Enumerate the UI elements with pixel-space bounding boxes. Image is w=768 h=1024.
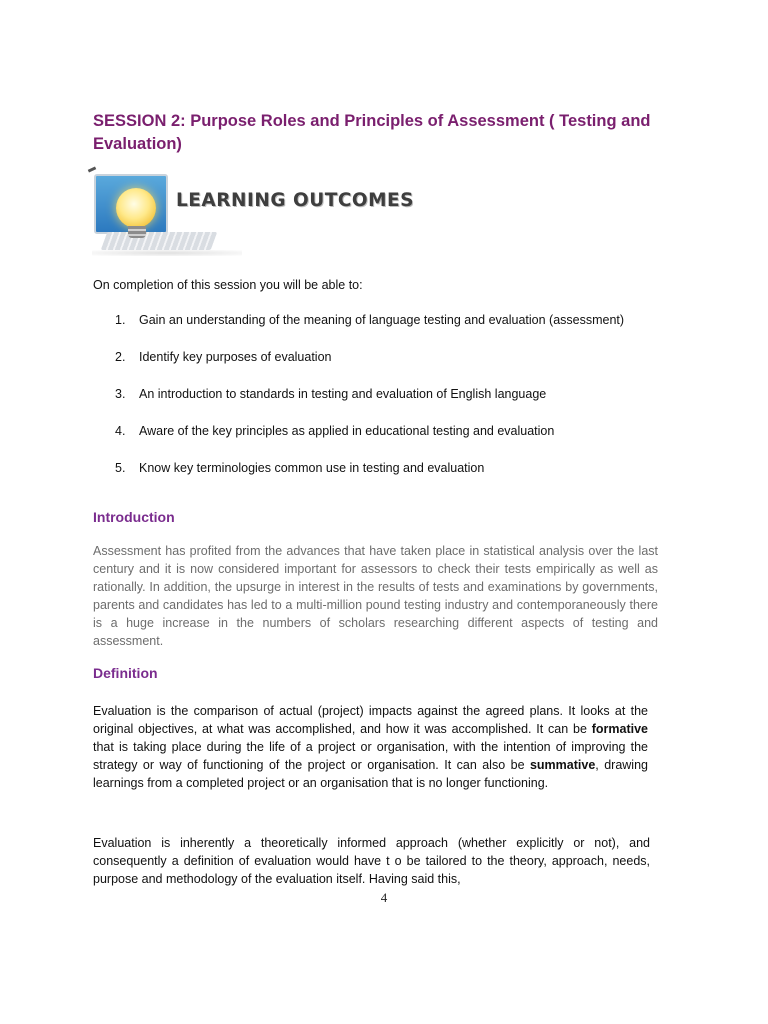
list-item — [93, 385, 653, 403]
lightbulb-base-icon — [128, 226, 146, 238]
list-item — [93, 311, 653, 329]
list-item-text: An introduction to standards in testing and evaluation of English language — [139, 387, 547, 401]
outcomes-list — [93, 311, 653, 477]
paragraph-text: , drawing learnings from a completed project or an organisation that is no longer functioning. — [93, 758, 648, 790]
introduction-paragraph: Assessment has profited from the advances that have taken place in statistical analysis over the last century and it is now considered important for assessors to check their tests empirically as well as rationally. In addition, the upsurge in interest in the results of tests and examinations by governments, parents and candidates has led to a multi-million pound testing industry and contemporaneously there is a huge increase in the numbers of scholars researching different aspects of testing and assessment. — [93, 544, 658, 648]
list-item-text: Identify key purposes of evaluation — [139, 350, 332, 364]
list-number: 5. — [115, 461, 126, 475]
lightbulb-icon — [116, 188, 156, 228]
learning-outcomes-banner — [86, 166, 466, 256]
session-title: SESSION 2: Purpose Roles and Principles of Assessment ( Testing and Evaluation) — [93, 112, 651, 153]
definition-paragraph-1 — [93, 702, 648, 792]
list-item — [93, 459, 653, 477]
list-item-text: Know key terminologies common use in testing and evaluation — [139, 461, 485, 475]
list-number: 4. — [115, 424, 126, 438]
definition-paragraph-2: Evaluation is inherently a theoretically informed approach (whether explicitly or not), and consequently a definition of evaluation would have t o be tailored to the theory, approach, needs, purpose and methodology of the evaluation itself. Having said this, — [93, 836, 650, 886]
definition-heading: Definition — [93, 665, 158, 681]
outcomes-intro: On completion of this session you will be able to: — [93, 278, 363, 292]
banner-shadow — [92, 250, 242, 256]
bold-term-formative: formative — [591, 722, 648, 736]
list-number: 3. — [115, 387, 126, 401]
keyboard-icon — [101, 232, 218, 250]
list-item-text: Gain an understanding of the meaning of language testing and evaluation (assessment) — [139, 313, 625, 327]
list-number: 1. — [115, 313, 126, 327]
list-item — [93, 348, 653, 366]
paragraph-text: Evaluation is the comparison of actual (project) impacts against the agreed plans. It looks at the original objectives, at what was accomplished, and how it was accomplished. It can be — [93, 704, 648, 736]
list-number: 2. — [115, 350, 126, 364]
bold-term-summative: summative — [529, 758, 596, 772]
list-item-text: Aware of the key principles as applied in educational testing and evaluation — [139, 424, 555, 438]
banner-text: LEARNING OUTCOMES — [176, 190, 415, 211]
page-number: 4 — [380, 890, 388, 905]
list-item — [93, 422, 653, 440]
mark-icon — [88, 166, 97, 172]
introduction-heading: Introduction — [93, 509, 175, 525]
paragraph-text: that is taking place during the life of a project or organisation, with the intention of improving the strategy or way of functioning of the project or organisation. It can also be — [93, 740, 648, 772]
